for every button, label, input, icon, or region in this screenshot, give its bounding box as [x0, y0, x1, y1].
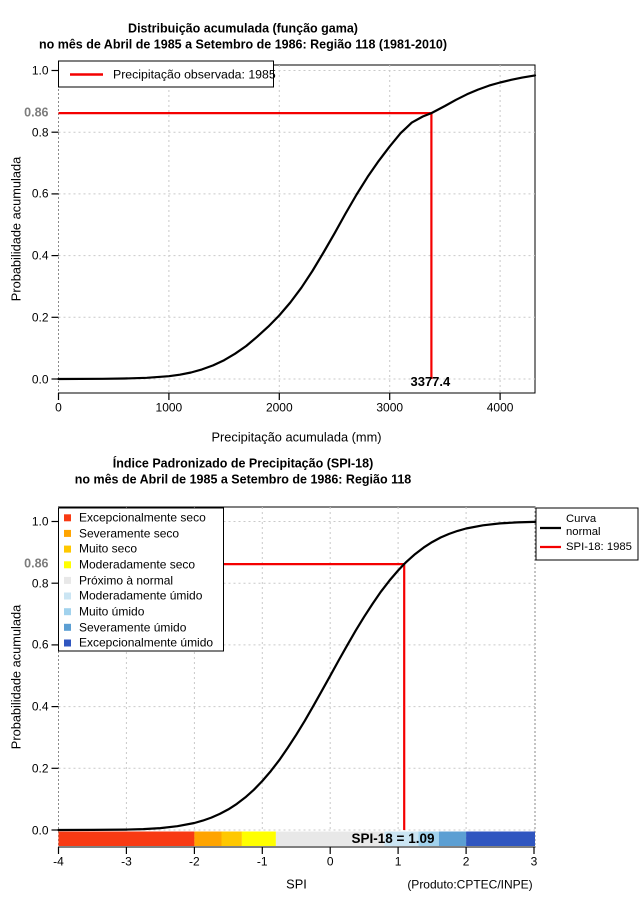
- spi-category-segment: [419, 832, 439, 847]
- y-tick-label: 0.4: [31, 248, 49, 263]
- x-axis-title: SPI: [286, 876, 307, 892]
- cdf-curve: [59, 75, 536, 379]
- marker-probability-label: 0.86: [24, 556, 49, 571]
- y-tick-label: 0.0: [31, 823, 49, 838]
- x-axis-title: Precipitação acumulada (mm): [211, 429, 382, 445]
- y-tick-label: 0.4: [31, 699, 49, 714]
- y-tick-label: 0.8: [31, 125, 49, 140]
- legend-item-label: Curva: [566, 512, 597, 525]
- category-swatch: [64, 593, 71, 600]
- y-tick-label: 0.0: [31, 372, 49, 387]
- category-legend-box: [59, 508, 224, 651]
- x-tick-label: 0: [55, 400, 62, 415]
- category-label: Próximo à normal: [79, 573, 174, 588]
- category-swatch: [64, 546, 71, 553]
- chart-title-line: Índice Padronizado de Precipitação (SPI-18): [112, 456, 374, 471]
- y-tick-label: 0.6: [31, 187, 49, 202]
- category-swatch: [64, 608, 71, 615]
- spi-category-segment: [59, 832, 195, 847]
- x-tick-label: -3: [121, 854, 132, 869]
- category-swatch: [64, 530, 71, 537]
- category-swatch: [64, 577, 71, 584]
- chart-title-line: no mês de Abril de 1985 a Setembro de 1986: Região 118 (1981-2010): [38, 37, 448, 52]
- chart-title-line: no mês de Abril de 1985 a Setembro de 1986: Região 118: [74, 472, 412, 487]
- category-label: Severamente seco: [79, 526, 180, 541]
- category-label: Excepcionalmente úmido: [79, 636, 214, 650]
- curve-legend-box: [536, 508, 638, 560]
- legend-item-label: normal: [566, 526, 601, 539]
- legend-item-label: SPI-18: 1985: [566, 541, 632, 554]
- spi-category-segment: [276, 832, 385, 847]
- y-tick-label: 0.2: [31, 310, 49, 325]
- y-axis-title: Probabilidade acumulada: [8, 156, 24, 302]
- source-note: (Produto:CPTEC/INPE): [407, 877, 533, 892]
- legend-item-label: Precipitação observada: 1985: [113, 67, 276, 82]
- x-tick-label: 4000: [486, 400, 514, 415]
- y-tick-label: 1.0: [31, 514, 49, 529]
- category-label: Severamente úmido: [79, 620, 187, 635]
- category-swatch: [64, 514, 71, 521]
- spi-category-segment: [194, 832, 221, 847]
- x-tick-label: 1: [394, 854, 402, 869]
- spi-category-segment: [385, 832, 419, 847]
- spi-category-segment: [439, 832, 466, 847]
- spi-value-label: SPI-18 = 1.09: [351, 830, 435, 846]
- x-tick-label: 0: [326, 854, 334, 869]
- y-tick-label: 1.0: [31, 63, 49, 78]
- spi-category-segment: [222, 832, 242, 847]
- x-tick-label: 2000: [265, 400, 293, 415]
- chart-title-line: Distribuição acumulada (função gama): [128, 21, 358, 36]
- x-tick-label: -2: [189, 854, 200, 869]
- y-tick-label: 0.6: [31, 638, 49, 653]
- category-swatch: [64, 640, 71, 647]
- category-swatch: [64, 624, 71, 631]
- x-tick-label: 3000: [376, 400, 404, 415]
- category-label: Excepcionalmente seco: [79, 510, 206, 525]
- x-tick-label: -1: [256, 854, 268, 869]
- y-axis-title: Probabilidade acumulada: [8, 604, 24, 750]
- x-tick-label: 1000: [155, 400, 183, 415]
- x-tick-label: 2: [462, 854, 470, 869]
- x-tick-label: -4: [53, 854, 64, 869]
- x-tick-label: 3: [530, 854, 538, 869]
- spi-category-segment: [466, 832, 535, 847]
- category-label: Moderadamente úmido: [79, 589, 203, 604]
- y-tick-label: 0.2: [31, 761, 49, 776]
- marker-probability-label: 0.86: [24, 105, 49, 120]
- category-label: Moderadamente seco: [79, 557, 196, 572]
- category-label: Muito úmido: [79, 604, 145, 619]
- category-label: Muito seco: [79, 542, 138, 557]
- y-tick-label: 0.8: [31, 576, 49, 591]
- spi-category-segment: [242, 832, 276, 847]
- category-swatch: [64, 561, 71, 568]
- marker-value-label: 3377.4: [410, 373, 451, 389]
